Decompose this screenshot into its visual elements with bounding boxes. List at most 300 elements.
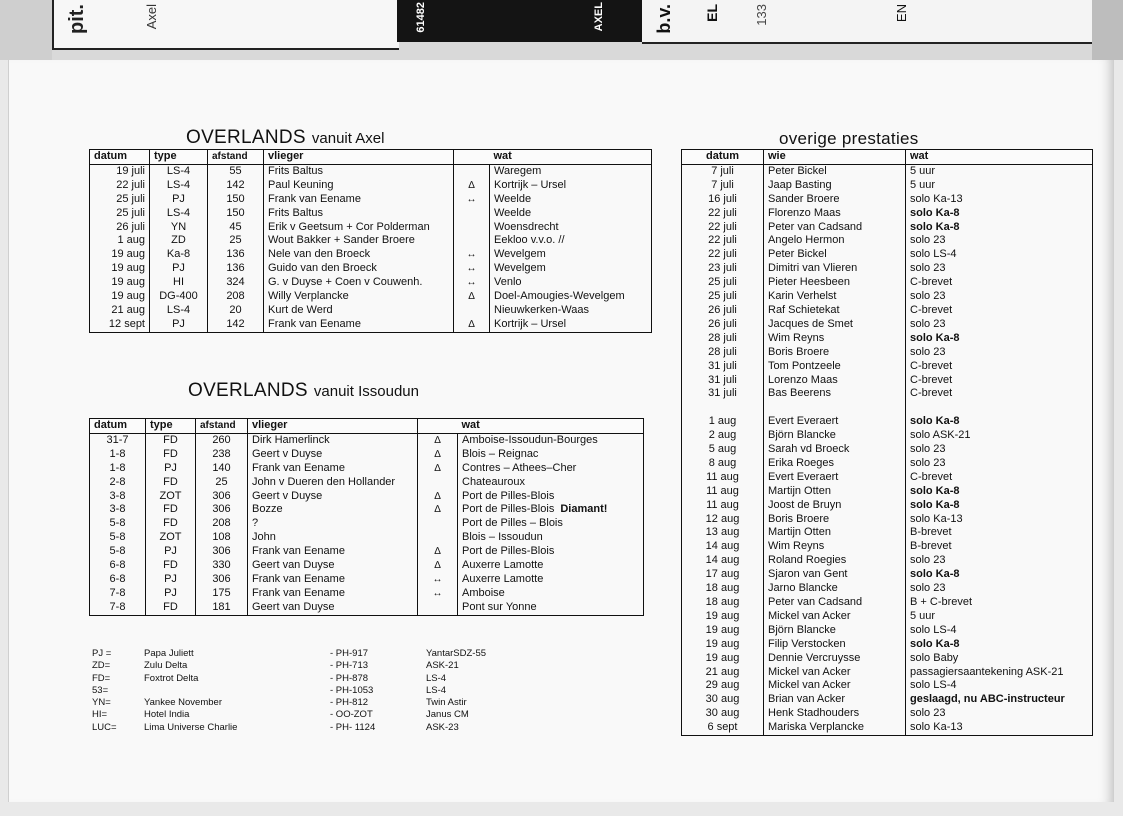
overige-wat-cell: solo 23 [906, 318, 1093, 332]
issoudun-afstand-cell: 306 [196, 503, 248, 517]
overige-table-row [682, 164, 1093, 178]
issoudun-symbol-cell: ↔ [418, 573, 458, 587]
overige-wat-cell: solo Ka-8 [906, 499, 1093, 513]
overige-prestaties-table [681, 149, 1093, 736]
issoudun-datum-cell: 5-8 [90, 517, 146, 531]
overige-wie-cell: Wim Reyns [764, 540, 906, 554]
overige-datum-cell: 23 juli [682, 262, 764, 276]
axel-table-row [90, 207, 652, 221]
issoudun-vlieger-cell: Geert v Duyse [248, 448, 418, 462]
left-margin [0, 0, 52, 60]
overige-datum-cell: 22 juli [682, 207, 764, 221]
overige-wie-cell: Dimitri van Vlieren [764, 262, 906, 276]
axel-afstand-cell: 136 [208, 248, 264, 262]
overige-wat-cell: solo Ka-8 [906, 485, 1093, 499]
legend-row [92, 697, 516, 709]
axel-symbol-cell [454, 221, 490, 235]
overige-datum-cell: 19 aug [682, 610, 764, 624]
issoudun-wat-cell: Chateauroux [458, 476, 644, 490]
legend-glider: LS-4 [426, 672, 447, 684]
overige-wat-cell: solo 23 [906, 554, 1093, 568]
overige-table-row [682, 540, 1093, 554]
issoudun-vlieger-cell: Bozze [248, 503, 418, 517]
overige-wat-cell: solo Ka-8 [906, 568, 1093, 582]
axel-section-title [186, 127, 384, 149]
overige-wie-cell: Raf Schietekat [764, 304, 906, 318]
overige-datum-cell: 6 sept [682, 721, 764, 735]
overige-table-row [682, 193, 1093, 207]
overige-wie-cell: Lorenzo Maas [764, 374, 906, 388]
legend-registration: - PH- 1124 [330, 721, 376, 733]
issoudun-wat-cell: Amboise [458, 587, 644, 601]
axel-table-row [90, 221, 652, 235]
axel-type-cell: Ka-8 [150, 248, 208, 262]
overige-wat-cell: passagiersaantekening ASK-21 [906, 666, 1093, 680]
overige-wat-cell: solo Baby [906, 652, 1093, 666]
overige-table-row [682, 332, 1093, 346]
issoudun-datum-cell: 5-8 [90, 545, 146, 559]
overige-table-row [682, 471, 1093, 485]
axel-afstand-cell: 208 [208, 290, 264, 304]
issoudun-header-row [90, 419, 644, 434]
legend-row [92, 685, 516, 697]
fragment-text-133: 133 [754, 4, 769, 26]
issoudun-afstand-cell: 260 [196, 433, 248, 447]
overige-table-row [682, 610, 1093, 624]
overige-wie-cell: Peter Bickel [764, 248, 906, 262]
axel-vlieger-cell: Nele van den Broeck [264, 248, 454, 262]
overige-wie-cell: Sander Broere [764, 193, 906, 207]
legend-name: Zulu Delta [144, 660, 188, 672]
axel-afstand-cell: 136 [208, 262, 264, 276]
overige-wie-cell: Peter Bickel [764, 164, 906, 178]
legend-registration: - PH-917 [330, 648, 369, 659]
axel-afstand-cell: 142 [208, 179, 264, 193]
overige-datum-cell: 19 aug [682, 652, 764, 666]
issoudun-wat-cell: Port de Pilles – Blois [458, 517, 644, 531]
issoudun-table-row [90, 531, 644, 545]
overige-table-row [682, 207, 1093, 221]
overige-wat-cell: solo 23 [906, 262, 1093, 276]
axel-vlieger-cell: Willy Verplancke [264, 290, 454, 304]
overige-table-row [682, 401, 1093, 415]
issoudun-table-row [90, 448, 644, 462]
overige-wie-cell: Boris Broere [764, 346, 906, 360]
issoudun-wat-cell: Contres – Athees–Cher [458, 462, 644, 476]
overige-wat-cell: C-brevet [906, 304, 1093, 318]
axel-wat-cell: Kortrijk – Ursel [490, 318, 652, 332]
fragment-text-bv: b.v. [654, 4, 674, 34]
axel-title: OVERLANDS [186, 127, 306, 148]
legend-registration: - PH-1053 [330, 684, 374, 696]
overige-wie-cell: Filip Verstocken [764, 638, 906, 652]
issoudun-wat-cell: Auxerre Lamotte [458, 559, 644, 573]
legend-code: LUC= [92, 721, 117, 733]
issoudun-datum-cell: 6-8 [90, 573, 146, 587]
overige-wie-cell: Jarno Blancke [764, 582, 906, 596]
axel-overlands-table [89, 149, 652, 333]
axel-symbol-cell: ↔ [454, 276, 490, 290]
overige-wat-cell: solo Ka-13 [906, 513, 1093, 527]
axel-symbol-cell: ∆ [454, 179, 490, 193]
issoudun-col-wat: wat [458, 419, 644, 434]
axel-table-row [90, 318, 652, 332]
overige-col-wie: wie [764, 150, 906, 165]
overige-datum-cell: 2 aug [682, 429, 764, 443]
issoudun-vlieger-cell: Frank van Eename [248, 545, 418, 559]
axel-wat-cell: Woensdrecht [490, 221, 652, 235]
axel-wat-cell: Weelde [490, 207, 652, 221]
overige-wat-cell: solo 23 [906, 707, 1093, 721]
overige-section-title [779, 129, 919, 149]
issoudun-datum-cell: 7-8 [90, 587, 146, 601]
overige-datum-cell: 22 juli [682, 248, 764, 262]
axel-vlieger-cell: Guido van den Broeck [264, 262, 454, 276]
overige-table-row [682, 526, 1093, 540]
issoudun-overlands-table [89, 418, 644, 616]
axel-table-row [90, 276, 652, 290]
legend-registration: - PH-812 [330, 697, 369, 709]
overige-table-row [682, 693, 1093, 707]
overige-wat-cell: C-brevet [906, 276, 1093, 290]
axel-symbol-cell: ↔ [454, 193, 490, 207]
issoudun-type-cell: FD [146, 559, 196, 573]
axel-symbol-cell [454, 234, 490, 248]
overige-table-row [682, 276, 1093, 290]
axel-wat-cell: Doel-Amougies-Wevelgem [490, 290, 652, 304]
issoudun-symbol-cell: ∆ [418, 448, 458, 462]
overige-wie-cell: Dennie Vercruysse [764, 652, 906, 666]
overige-wie-cell [764, 401, 906, 415]
axel-type-cell: DG-400 [150, 290, 208, 304]
overige-table-row [682, 387, 1093, 401]
axel-datum-cell: 19 aug [90, 276, 150, 290]
axel-col-vlieger: vlieger [264, 150, 454, 165]
issoudun-datum-cell: 5-8 [90, 531, 146, 545]
overige-table-row [682, 457, 1093, 471]
issoudun-afstand-cell: 330 [196, 559, 248, 573]
axel-wat-cell: Wevelgem [490, 248, 652, 262]
issoudun-table-row [90, 573, 644, 587]
overige-wie-cell: Martijn Otten [764, 485, 906, 499]
axel-symbol-cell [454, 164, 490, 178]
axel-type-cell: LS-4 [150, 207, 208, 221]
axel-symbol-cell: ∆ [454, 318, 490, 332]
overige-table-row [682, 624, 1093, 638]
axel-col-symbol [454, 150, 490, 165]
legend-row [92, 709, 516, 721]
overige-wie-cell: Joost de Bruyn [764, 499, 906, 513]
fragment-text-axel2: AXEL [593, 2, 605, 32]
overige-datum-cell: 12 aug [682, 513, 764, 527]
issoudun-col-vlieger: vlieger [248, 419, 418, 434]
overige-datum-cell: 11 aug [682, 499, 764, 513]
overige-table-row [682, 415, 1093, 429]
axel-col-type: type [150, 150, 208, 165]
issoudun-datum-cell: 7-8 [90, 601, 146, 615]
overige-wat-cell: B + C-brevet [906, 596, 1093, 610]
issoudun-col-type: type [146, 419, 196, 434]
axel-wat-cell: Wevelgem [490, 262, 652, 276]
axel-symbol-cell: ↔ [454, 262, 490, 276]
overige-wat-cell: solo 23 [906, 582, 1093, 596]
issoudun-symbol-cell: ∆ [418, 545, 458, 559]
overige-wie-cell: Sjaron van Gent [764, 568, 906, 582]
overige-wie-cell: Boris Broere [764, 513, 906, 527]
overige-wat-cell: 5 uur [906, 610, 1093, 624]
axel-header-row [90, 150, 652, 165]
issoudun-wat-cell: Pont sur Yonne [458, 601, 644, 615]
overige-table-row [682, 721, 1093, 735]
overige-wie-cell: Peter van Cadsand [764, 221, 906, 235]
legend-registration: - PH-878 [330, 672, 369, 684]
overige-wat-cell: solo Ka-8 [906, 207, 1093, 221]
axel-table-row [90, 234, 652, 248]
overige-wat-cell: C-brevet [906, 374, 1093, 388]
axel-afstand-cell: 142 [208, 318, 264, 332]
axel-type-cell: HI [150, 276, 208, 290]
legend-glider: LS-4 [426, 684, 447, 696]
issoudun-table-row [90, 601, 644, 615]
axel-table-row [90, 304, 652, 318]
overige-datum-cell: 7 juli [682, 179, 764, 193]
axel-datum-cell: 19 aug [90, 290, 150, 304]
legend-row [92, 673, 516, 685]
right-margin [1092, 0, 1123, 60]
overige-col-datum: datum [682, 150, 764, 165]
axel-afstand-cell: 55 [208, 164, 264, 178]
overige-wat-cell: solo LS-4 [906, 679, 1093, 693]
issoudun-wat-cell: Auxerre Lamotte [458, 573, 644, 587]
overige-wat-cell: solo Ka-8 [906, 221, 1093, 235]
issoudun-afstand-cell: 25 [196, 476, 248, 490]
legend-code: FD= [92, 672, 111, 684]
overige-datum-cell: 26 juli [682, 318, 764, 332]
overige-table-row [682, 374, 1093, 388]
overige-datum-cell: 30 aug [682, 693, 764, 707]
axel-type-cell: PJ [150, 193, 208, 207]
issoudun-wat-cell: Port de Pilles-Blois [458, 490, 644, 504]
overige-table-row [682, 582, 1093, 596]
issoudun-table-row [90, 433, 644, 447]
axel-type-cell: PJ [150, 262, 208, 276]
overige-wat-cell: 5 uur [906, 179, 1093, 193]
fragment-text-number: 61482 [415, 2, 427, 33]
issoudun-type-cell: FD [146, 601, 196, 615]
axel-afstand-cell: 150 [208, 193, 264, 207]
overige-datum-cell: 21 aug [682, 666, 764, 680]
overige-table-row [682, 262, 1093, 276]
overige-wie-cell: Mariska Verplancke [764, 721, 906, 735]
overige-wie-cell: Sarah vd Broeck [764, 443, 906, 457]
issoudun-datum-cell: 6-8 [90, 559, 146, 573]
overige-wat-cell [906, 401, 1093, 415]
issoudun-vlieger-cell: Geert van Duyse [248, 559, 418, 573]
overige-wat-cell: B-brevet [906, 526, 1093, 540]
overige-datum-cell: 8 aug [682, 457, 764, 471]
axel-subtitle: vanuit Axel [311, 130, 385, 147]
overige-table-row [682, 568, 1093, 582]
overige-datum-cell: 30 aug [682, 707, 764, 721]
legend-registration: - PH-713 [330, 660, 369, 672]
overige-wat-cell: geslaagd, nu ABC-instructeur [906, 693, 1093, 707]
axel-wat-cell: Kortrijk – Ursel [490, 179, 652, 193]
overige-wie-cell: Wim Reyns [764, 332, 906, 346]
axel-vlieger-cell: Paul Keuning [264, 179, 454, 193]
overige-wie-cell: Evert Everaert [764, 415, 906, 429]
overige-wie-cell: Jacques de Smet [764, 318, 906, 332]
issoudun-afstand-cell: 175 [196, 587, 248, 601]
axel-datum-cell: 19 juli [90, 164, 150, 178]
overige-table-row [682, 499, 1093, 513]
axel-vlieger-cell: Wout Bakker + Sander Broere [264, 234, 454, 248]
axel-datum-cell: 25 juli [90, 193, 150, 207]
overige-datum-cell: 28 juli [682, 346, 764, 360]
issoudun-wat-text: Port de Pilles-Blois [462, 503, 555, 516]
overige-wat-cell: solo LS-4 [906, 248, 1093, 262]
issoudun-col-datum: datum [90, 419, 146, 434]
overige-wat-cell: 5 uur [906, 164, 1093, 178]
issoudun-afstand-cell: 140 [196, 462, 248, 476]
overige-datum-cell: 31 juli [682, 387, 764, 401]
axel-datum-cell: 26 juli [90, 221, 150, 235]
overige-datum-cell: 31 juli [682, 360, 764, 374]
overige-wie-cell: Karin Verhelst [764, 290, 906, 304]
issoudun-type-cell: FD [146, 433, 196, 447]
overige-table-row [682, 290, 1093, 304]
overige-table-row [682, 513, 1093, 527]
issoudun-type-cell: FD [146, 448, 196, 462]
issoudun-type-cell: PJ [146, 587, 196, 601]
overige-datum-cell [682, 401, 764, 415]
issoudun-type-cell: ZOT [146, 531, 196, 545]
overige-wie-cell: Angelo Hermon [764, 234, 906, 248]
axel-vlieger-cell: Frits Baltus [264, 164, 454, 178]
issoudun-vlieger-cell: ? [248, 517, 418, 531]
legend-glider: Twin Astir [426, 697, 467, 709]
axel-afstand-cell: 20 [208, 304, 264, 318]
overige-wat-cell: solo LS-4 [906, 624, 1093, 638]
axel-table-row [90, 290, 652, 304]
issoudun-table-row [90, 476, 644, 490]
issoudun-symbol-cell: ∆ [418, 433, 458, 447]
legend-row [92, 722, 516, 734]
overige-wie-cell: Peter van Cadsand [764, 596, 906, 610]
overige-wie-cell: Pieter Heesbeen [764, 276, 906, 290]
overige-wat-cell: solo Ka-13 [906, 193, 1093, 207]
overige-datum-cell: 26 juli [682, 304, 764, 318]
axel-table-row [90, 179, 652, 193]
aircraft-legend [92, 648, 516, 734]
overige-wat-cell: solo 23 [906, 457, 1093, 471]
axel-vlieger-cell: G. v Duyse + Coen v Couwenh. [264, 276, 454, 290]
legend-name: Yankee November [144, 697, 222, 709]
axel-wat-cell: Nieuwkerken-Waas [490, 304, 652, 318]
axel-vlieger-cell: Kurt de Werd [264, 304, 454, 318]
overige-wat-cell: C-brevet [906, 360, 1093, 374]
overige-wat-cell: solo 23 [906, 234, 1093, 248]
overige-datum-cell: 18 aug [682, 596, 764, 610]
axel-vlieger-cell: Frank van Eename [264, 318, 454, 332]
issoudun-type-cell: FD [146, 503, 196, 517]
overige-wie-cell: Björn Blancke [764, 624, 906, 638]
overige-datum-cell: 31 juli [682, 374, 764, 388]
axel-table-row [90, 262, 652, 276]
issoudun-wat-cell [458, 503, 644, 517]
issoudun-datum-cell: 1-8 [90, 448, 146, 462]
issoudun-table-row [90, 517, 644, 531]
legend-registration: - OO-ZOT [330, 709, 373, 721]
overige-wie-cell: Jaap Basting [764, 179, 906, 193]
issoudun-symbol-cell [418, 531, 458, 545]
legend-glider: ASK-21 [426, 660, 459, 672]
overige-wie-cell: Mickel van Acker [764, 666, 906, 680]
overige-datum-cell: 7 juli [682, 164, 764, 178]
issoudun-afstand-cell: 181 [196, 601, 248, 615]
axel-wat-cell: Weelde [490, 193, 652, 207]
issoudun-symbol-cell: ∆ [418, 503, 458, 517]
overige-wie-cell: Martijn Otten [764, 526, 906, 540]
overige-wie-cell: Björn Blancke [764, 429, 906, 443]
prev-page-fragment-2 [642, 0, 1092, 44]
axel-col-datum: datum [90, 150, 150, 165]
issoudun-symbol-cell: ∆ [418, 462, 458, 476]
axel-vlieger-cell: Frits Baltus [264, 207, 454, 221]
issoudun-symbol-cell: ↔ [418, 587, 458, 601]
overige-table-row [682, 429, 1093, 443]
overige-table-row [682, 318, 1093, 332]
axel-datum-cell: 22 juli [90, 179, 150, 193]
issoudun-vlieger-cell: Geert van Duyse [248, 601, 418, 615]
axel-datum-cell: 1 aug [90, 234, 150, 248]
overige-wie-cell: Brian van Acker [764, 693, 906, 707]
legend-code: HI= [92, 709, 108, 721]
overige-wie-cell: Bas Beerens [764, 387, 906, 401]
issoudun-wat-cell: Blois – Issoudun [458, 531, 644, 545]
overige-table-row [682, 443, 1093, 457]
issoudun-symbol-cell: ∆ [418, 559, 458, 573]
axel-afstand-cell: 324 [208, 276, 264, 290]
overige-wat-cell: solo 23 [906, 346, 1093, 360]
overige-datum-cell: 22 juli [682, 221, 764, 235]
overige-table-row [682, 679, 1093, 693]
overige-table-row [682, 707, 1093, 721]
issoudun-subtitle: vanuit Issoudun [313, 383, 419, 400]
overige-datum-cell: 14 aug [682, 554, 764, 568]
issoudun-vlieger-cell: John v Dueren den Hollander [248, 476, 418, 490]
overige-wat-cell: solo Ka-13 [906, 721, 1093, 735]
overige-wat-cell: solo ASK-21 [906, 429, 1093, 443]
overige-wie-cell: Roland Roegies [764, 554, 906, 568]
issoudun-vlieger-cell: Frank van Eename [248, 587, 418, 601]
issoudun-type-cell: PJ [146, 462, 196, 476]
axel-symbol-cell: ↔ [454, 248, 490, 262]
overige-wat-cell: solo 23 [906, 290, 1093, 304]
overige-table-row [682, 554, 1093, 568]
overige-datum-cell: 19 aug [682, 624, 764, 638]
legend-name: Hotel India [144, 709, 190, 721]
issoudun-col-symbol [418, 419, 458, 434]
issoudun-vlieger-cell: Dirk Hamerlinck [248, 433, 418, 447]
axel-type-cell: PJ [150, 318, 208, 332]
axel-type-cell: LS-4 [150, 179, 208, 193]
axel-symbol-cell: ∆ [454, 290, 490, 304]
issoudun-afstand-cell: 306 [196, 573, 248, 587]
overige-datum-cell: 16 juli [682, 193, 764, 207]
issoudun-wat-cell: Blois – Reignac [458, 448, 644, 462]
issoudun-wat-cell: Amboise-Issoudun-Bourges [458, 433, 644, 447]
issoudun-symbol-cell [418, 476, 458, 490]
